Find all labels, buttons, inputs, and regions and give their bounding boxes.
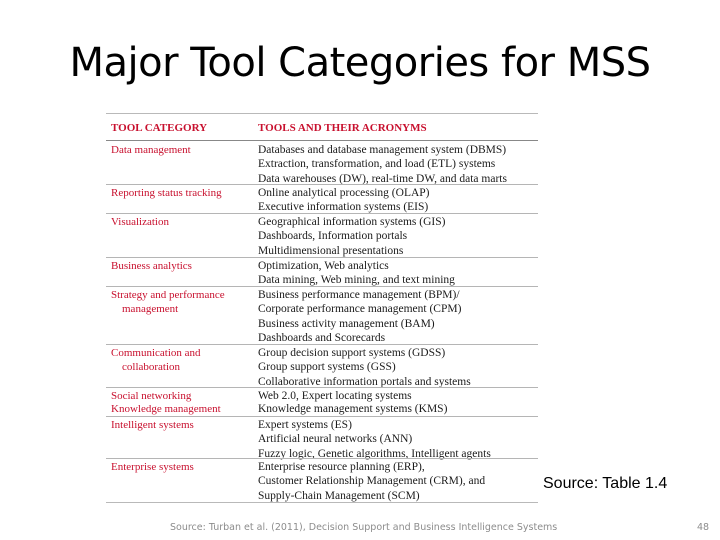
tools-cell: Optimization, Web analytics Data mining, Web mining, and text mining <box>258 260 455 287</box>
category-cell: Communication and collaboration <box>111 347 201 374</box>
tools-cell: Online analytical processing (OLAP) Executive information systems (EIS) <box>258 187 430 214</box>
category-cell: Business analytics <box>111 260 192 272</box>
tools-cell: Geographical information systems (GIS) Dashboards, Information portals Multidimensional presentations <box>258 216 446 257</box>
table-row <box>106 416 538 460</box>
tools-cell: Enterprise resource planning (ERP), Customer Relationship Management (CRM), and Supply-Chain Management (SCM) <box>258 461 486 502</box>
category-cell: Intelligent systems <box>111 419 194 431</box>
category-cell: Social networking <box>111 390 192 402</box>
header-divider <box>106 140 538 141</box>
category-cell: Enterprise systems <box>111 461 194 473</box>
category-cell: Visualization <box>111 216 169 228</box>
table-row <box>106 458 538 502</box>
source-label: Source: Table 1.4 <box>543 475 668 492</box>
footer-source: Source: Turban et al. (2011), Decision Support and Business Intelligence Systems <box>170 522 558 533</box>
tools-cell: Business performance management (BPM)/ Corporate performance management (CPM) Business activity management (BAM) Dashboards and Scorecards <box>258 289 462 345</box>
table-row <box>106 184 538 214</box>
table-row <box>106 387 538 402</box>
table-row <box>106 213 538 257</box>
header-tools-acronyms: TOOLS AND THEIR ACRONYMS <box>258 122 427 134</box>
tools-cell: Knowledge management systems (KMS) <box>258 403 448 415</box>
category-cell: Reporting status tracking <box>111 187 222 199</box>
tool-category-table <box>106 113 538 503</box>
table-row <box>106 286 538 345</box>
tools-cell: Web 2.0, Expert locating systems <box>258 390 412 402</box>
tools-cell: Databases and database management system (DBMS) Extraction, transformation, and load (ETL) systems Data warehouses (DW), real-time DW, and data marts <box>258 144 507 185</box>
table-row <box>106 257 538 287</box>
header-tool-category: TOOL CATEGORY <box>111 122 208 134</box>
category-cell: Knowledge management <box>111 403 221 415</box>
category-cell: Strategy and performance management <box>111 289 225 316</box>
slide-title: Major Tool Categories for MSS <box>69 40 651 86</box>
tools-cell: Expert systems (ES) Artificial neural networks (ANN) Fuzzy logic, Genetic algorithms, Intelligent agents <box>258 419 491 460</box>
table-header <box>106 121 538 135</box>
page-number: 48 <box>697 522 710 533</box>
tools-cell: Group decision support systems (GDSS) Group support systems (GSS) Collaborative information portals and systems <box>258 347 471 388</box>
category-cell: Data management <box>111 144 191 156</box>
table-row <box>106 344 538 388</box>
